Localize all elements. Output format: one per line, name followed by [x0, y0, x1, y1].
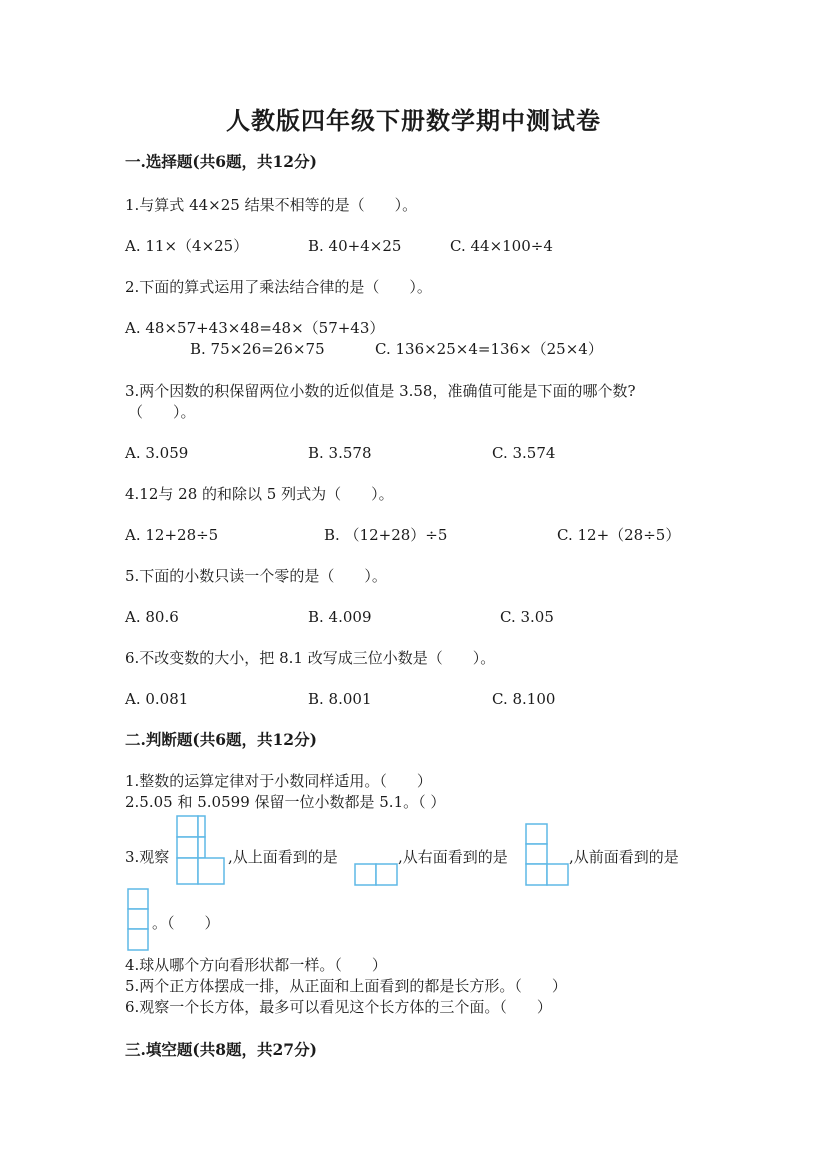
option-c: C. 12+（28÷5）: [557, 526, 681, 544]
question-stem: 2.5.05 和 5.0599 保留一位小数都是 5.1。（ ）: [125, 793, 446, 811]
question-stem: 3.两个因数的积保留两位小数的近似值是 3.58，准确值可能是下面的哪个数?: [125, 382, 636, 400]
cube-face: [355, 864, 376, 885]
cube-face: [526, 864, 547, 885]
section-heading-choice: 一.选择题(共6题，共12分): [125, 152, 317, 171]
option-c: C. 44×100÷4: [450, 237, 553, 255]
option-a: A. 80.6: [125, 608, 179, 626]
front-view-figure: [127, 888, 150, 952]
option-b: B. 3.578: [308, 444, 372, 462]
option-c: C. 3.574: [492, 444, 556, 462]
option-a: A. 12+28÷5: [125, 526, 219, 544]
question-stem-part: 。（ ）: [152, 914, 220, 932]
question-stem: 6.不改变数的大小，把 8.1 改写成三位小数是（ ）。: [125, 649, 496, 667]
option-b: B. 8.001: [308, 690, 372, 708]
option-b: B. 40+4×25: [308, 237, 402, 255]
question-stem-part: 3.观察: [125, 848, 170, 866]
question-stem: 1.与算式 44×25 结果不相等的是（ ）。: [125, 196, 418, 214]
option-c: C. 8.100: [492, 690, 556, 708]
option-a: A. 48×57+43×48=48×（57+43）: [125, 319, 385, 337]
option-c: C. 136×25×4=136×（25×4）: [375, 340, 603, 358]
cube-face: [198, 858, 224, 884]
cube-face: [547, 864, 568, 885]
question-stem-continued: （ ）。: [128, 403, 196, 421]
cube-face: [128, 929, 148, 950]
question-stem: 1.整数的运算定律对于小数同样适用。（ ）: [125, 772, 432, 790]
option-a: A. 3.059: [125, 444, 189, 462]
cube-face: [526, 824, 547, 844]
question-stem-part: ,从右面看到的是: [398, 848, 508, 866]
cube-face: [198, 837, 205, 858]
cube-face: [177, 816, 198, 837]
option-b: B. 4.009: [308, 608, 372, 626]
question-stem: 4.12与 28 的和除以 5 列式为（ ）。: [125, 485, 394, 503]
question-stem: 4.球从哪个方向看形状都一样。（ ）: [125, 956, 387, 974]
cube-face: [128, 889, 148, 909]
cube-face: [177, 837, 198, 858]
page-title: 人教版四年级下册数学期中测试卷: [226, 106, 601, 135]
question-stem-part: ,从前面看到的是: [569, 848, 679, 866]
question-stem: 5.两个正方体摆成一排，从正面和上面看到的都是长方形。（ ）: [125, 977, 567, 995]
cube-face: [198, 816, 205, 837]
option-b: B. 75×26=26×75: [190, 340, 325, 358]
cube-face: [128, 909, 148, 929]
question-stem: 5.下面的小数只读一个零的是（ ）。: [125, 567, 387, 585]
option-b: B. （12+28）÷5: [324, 526, 448, 544]
option-a: A. 11×（4×25）: [125, 237, 249, 255]
right-view-figure: [525, 823, 569, 886]
option-a: A. 0.081: [125, 690, 189, 708]
question-stem: 6.观察一个长方体，最多可以看见这个长方体的三个面。（ ）: [125, 998, 552, 1016]
section-heading-fill: 三.填空题(共8题，共27分): [125, 1040, 317, 1059]
cube-stack-figure: [176, 815, 226, 886]
cube-face: [177, 858, 198, 884]
question-stem-part: ,从上面看到的是: [228, 848, 338, 866]
option-c: C. 3.05: [500, 608, 554, 626]
cube-face: [376, 864, 397, 885]
top-view-figure: [354, 863, 398, 886]
question-stem: 2.下面的算式运用了乘法结合律的是（ ）。: [125, 278, 432, 296]
cube-face: [526, 844, 547, 864]
section-heading-judgment: 二.判断题(共6题，共12分): [125, 730, 317, 749]
